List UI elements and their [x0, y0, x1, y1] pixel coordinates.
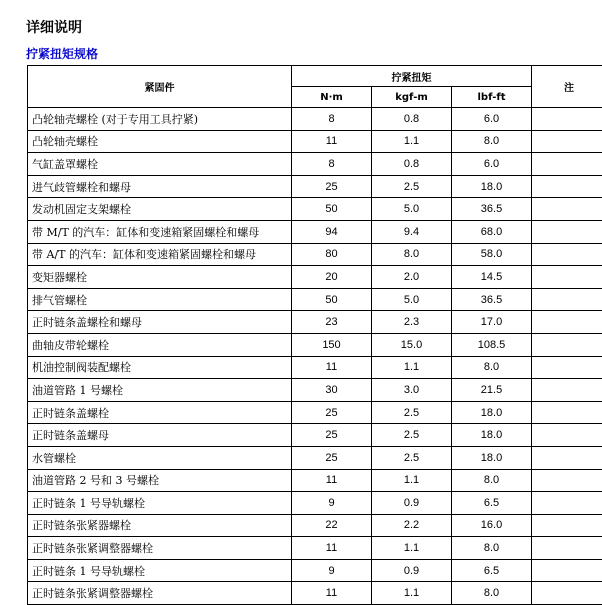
torque-lbfft-cell: 16.0: [452, 514, 532, 537]
fastener-cell: 气缸盖罩螺栓: [28, 153, 292, 176]
note-cell: [532, 243, 602, 266]
note-cell: [532, 379, 602, 402]
torque-lbfft-cell: 8.0: [452, 356, 532, 379]
table-row: [28, 311, 602, 334]
torque-kgfm-cell: 2.3: [372, 311, 452, 334]
torque-nm-cell: 50: [292, 288, 372, 311]
torque-nm-cell: 30: [292, 379, 372, 402]
torque-kgfm-cell: 1.1: [372, 537, 452, 560]
torque-kgfm-cell: 5.0: [372, 198, 452, 221]
torque-kgfm-cell: 2.0: [372, 266, 452, 289]
fastener-cell: 排气管螺栓: [28, 288, 292, 311]
torque-spec-table: [27, 65, 602, 605]
note-cell: [532, 130, 602, 153]
table-row: [28, 266, 602, 289]
torque-kgfm-cell: 1.1: [372, 582, 452, 605]
note-cell: [532, 311, 602, 334]
torque-kgfm-cell: 3.0: [372, 379, 452, 402]
table-row: [28, 514, 602, 537]
torque-nm-cell: 25: [292, 424, 372, 447]
torque-nm-cell: 8: [292, 108, 372, 131]
header-unit-nm: N·m: [292, 87, 372, 108]
torque-lbfft-cell: 17.0: [452, 311, 532, 334]
torque-nm-cell: 94: [292, 220, 372, 243]
torque-nm-cell: 23: [292, 311, 372, 334]
table-row: [28, 243, 602, 266]
torque-nm-cell: 8: [292, 153, 372, 176]
torque-nm-cell: 11: [292, 356, 372, 379]
table-row: [28, 130, 602, 153]
table-row: [28, 333, 602, 356]
table-row: [28, 379, 602, 402]
torque-kgfm-cell: 1.1: [372, 469, 452, 492]
torque-lbfft-cell: 6.0: [452, 108, 532, 131]
fastener-cell: 带 M/T 的汽车：缸体和变速箱紧固螺栓和螺母: [28, 220, 292, 243]
torque-kgfm-cell: 2.5: [372, 424, 452, 447]
torque-nm-cell: 11: [292, 537, 372, 560]
torque-lbfft-cell: 8.0: [452, 582, 532, 605]
table-row: [28, 582, 602, 605]
header-fastener: 紧固件: [28, 66, 292, 108]
torque-kgfm-cell: 1.1: [372, 130, 452, 153]
torque-lbfft-cell: 6.0: [452, 153, 532, 176]
table-row: [28, 559, 602, 582]
torque-kgfm-cell: 2.5: [372, 401, 452, 424]
fastener-cell: 油道管路 1 号螺栓: [28, 379, 292, 402]
note-cell: [532, 288, 602, 311]
table-row: [28, 492, 602, 515]
note-cell: [532, 514, 602, 537]
table-row: [28, 469, 602, 492]
note-cell: [532, 446, 602, 469]
header-torque: 拧紧扭矩: [292, 66, 532, 87]
torque-lbfft-cell: 14.5: [452, 266, 532, 289]
torque-kgfm-cell: 5.0: [372, 288, 452, 311]
fastener-cell: 凸轮轴壳螺栓: [28, 130, 292, 153]
torque-kgfm-cell: 15.0: [372, 333, 452, 356]
torque-nm-cell: 25: [292, 401, 372, 424]
torque-lbfft-cell: 18.0: [452, 175, 532, 198]
note-cell: [532, 469, 602, 492]
note-cell: [532, 266, 602, 289]
note-cell: [532, 559, 602, 582]
torque-lbfft-cell: 21.5: [452, 379, 532, 402]
note-cell: [532, 492, 602, 515]
note-cell: [532, 108, 602, 131]
fastener-cell: 发动机固定支架螺栓: [28, 198, 292, 221]
torque-kgfm-cell: 2.5: [372, 446, 452, 469]
page-heading: 详细说明: [26, 17, 82, 37]
torque-nm-cell: 20: [292, 266, 372, 289]
torque-lbfft-cell: 36.5: [452, 288, 532, 311]
header-note: 注: [532, 66, 602, 108]
torque-nm-cell: 80: [292, 243, 372, 266]
table-row: [28, 198, 602, 221]
fastener-cell: 带 A/T 的汽车：缸体和变速箱紧固螺栓和螺母: [28, 243, 292, 266]
table-row: [28, 108, 602, 131]
note-cell: [532, 220, 602, 243]
fastener-cell: 正时链条盖螺栓: [28, 401, 292, 424]
note-cell: [532, 153, 602, 176]
torque-kgfm-cell: 0.8: [372, 153, 452, 176]
torque-lbfft-cell: 8.0: [452, 469, 532, 492]
note-cell: [532, 582, 602, 605]
torque-kgfm-cell: 1.1: [372, 356, 452, 379]
fastener-cell: 正时链条张紧调整器螺栓: [28, 537, 292, 560]
torque-nm-cell: 11: [292, 469, 372, 492]
note-cell: [532, 333, 602, 356]
torque-lbfft-cell: 108.5: [452, 333, 532, 356]
torque-nm-cell: 150: [292, 333, 372, 356]
fastener-cell: 凸轮轴壳螺栓 (对于专用工具拧紧): [28, 108, 292, 131]
fastener-cell: 油道管路 2 号和 3 号螺栓: [28, 469, 292, 492]
torque-kgfm-cell: 0.8: [372, 108, 452, 131]
fastener-cell: 变矩器螺栓: [28, 266, 292, 289]
torque-nm-cell: 11: [292, 130, 372, 153]
fastener-cell: 曲轴皮带轮螺栓: [28, 333, 292, 356]
torque-nm-cell: 9: [292, 492, 372, 515]
fastener-cell: 机油控制阀装配螺栓: [28, 356, 292, 379]
torque-kgfm-cell: 2.2: [372, 514, 452, 537]
fastener-cell: 正时链条 1 号导轨螺栓: [28, 559, 292, 582]
fastener-cell: 正时链条 1 号导轨螺栓: [28, 492, 292, 515]
note-cell: [532, 356, 602, 379]
torque-kgfm-cell: 8.0: [372, 243, 452, 266]
torque-lbfft-cell: 6.5: [452, 492, 532, 515]
note-cell: [532, 424, 602, 447]
torque-lbfft-cell: 36.5: [452, 198, 532, 221]
torque-nm-cell: 11: [292, 582, 372, 605]
torque-nm-cell: 22: [292, 514, 372, 537]
torque-lbfft-cell: 6.5: [452, 559, 532, 582]
torque-kgfm-cell: 2.5: [372, 175, 452, 198]
torque-kgfm-cell: 9.4: [372, 220, 452, 243]
torque-lbfft-cell: 18.0: [452, 446, 532, 469]
table-row: [28, 220, 602, 243]
table-row: [28, 288, 602, 311]
header-unit-kgfm: kgf-m: [372, 87, 452, 108]
note-cell: [532, 175, 602, 198]
table-row: [28, 356, 602, 379]
torque-kgfm-cell: 0.9: [372, 559, 452, 582]
torque-lbfft-cell: 18.0: [452, 401, 532, 424]
torque-lbfft-cell: 8.0: [452, 537, 532, 560]
note-cell: [532, 401, 602, 424]
torque-lbfft-cell: 58.0: [452, 243, 532, 266]
torque-lbfft-cell: 68.0: [452, 220, 532, 243]
torque-nm-cell: 9: [292, 559, 372, 582]
torque-nm-cell: 25: [292, 446, 372, 469]
note-cell: [532, 537, 602, 560]
table-row: [28, 153, 602, 176]
fastener-cell: 正时链条张紧器螺栓: [28, 514, 292, 537]
note-cell: [532, 198, 602, 221]
section-title: 拧紧扭矩规格: [26, 45, 98, 62]
table-row: [28, 537, 602, 560]
torque-nm-cell: 25: [292, 175, 372, 198]
fastener-cell: 进气歧管螺栓和螺母: [28, 175, 292, 198]
torque-lbfft-cell: 8.0: [452, 130, 532, 153]
torque-nm-cell: 50: [292, 198, 372, 221]
torque-lbfft-cell: 18.0: [452, 424, 532, 447]
header-unit-lbfft: lbf-ft: [452, 87, 532, 108]
fastener-cell: 正时链条张紧调整器螺栓: [28, 582, 292, 605]
fastener-cell: 水管螺栓: [28, 446, 292, 469]
fastener-cell: 正时链条盖螺母: [28, 424, 292, 447]
table-row: [28, 424, 602, 447]
table-row: [28, 175, 602, 198]
table-row: [28, 446, 602, 469]
table-row: [28, 401, 602, 424]
torque-kgfm-cell: 0.9: [372, 492, 452, 515]
fastener-cell: 正时链条盖螺栓和螺母: [28, 311, 292, 334]
